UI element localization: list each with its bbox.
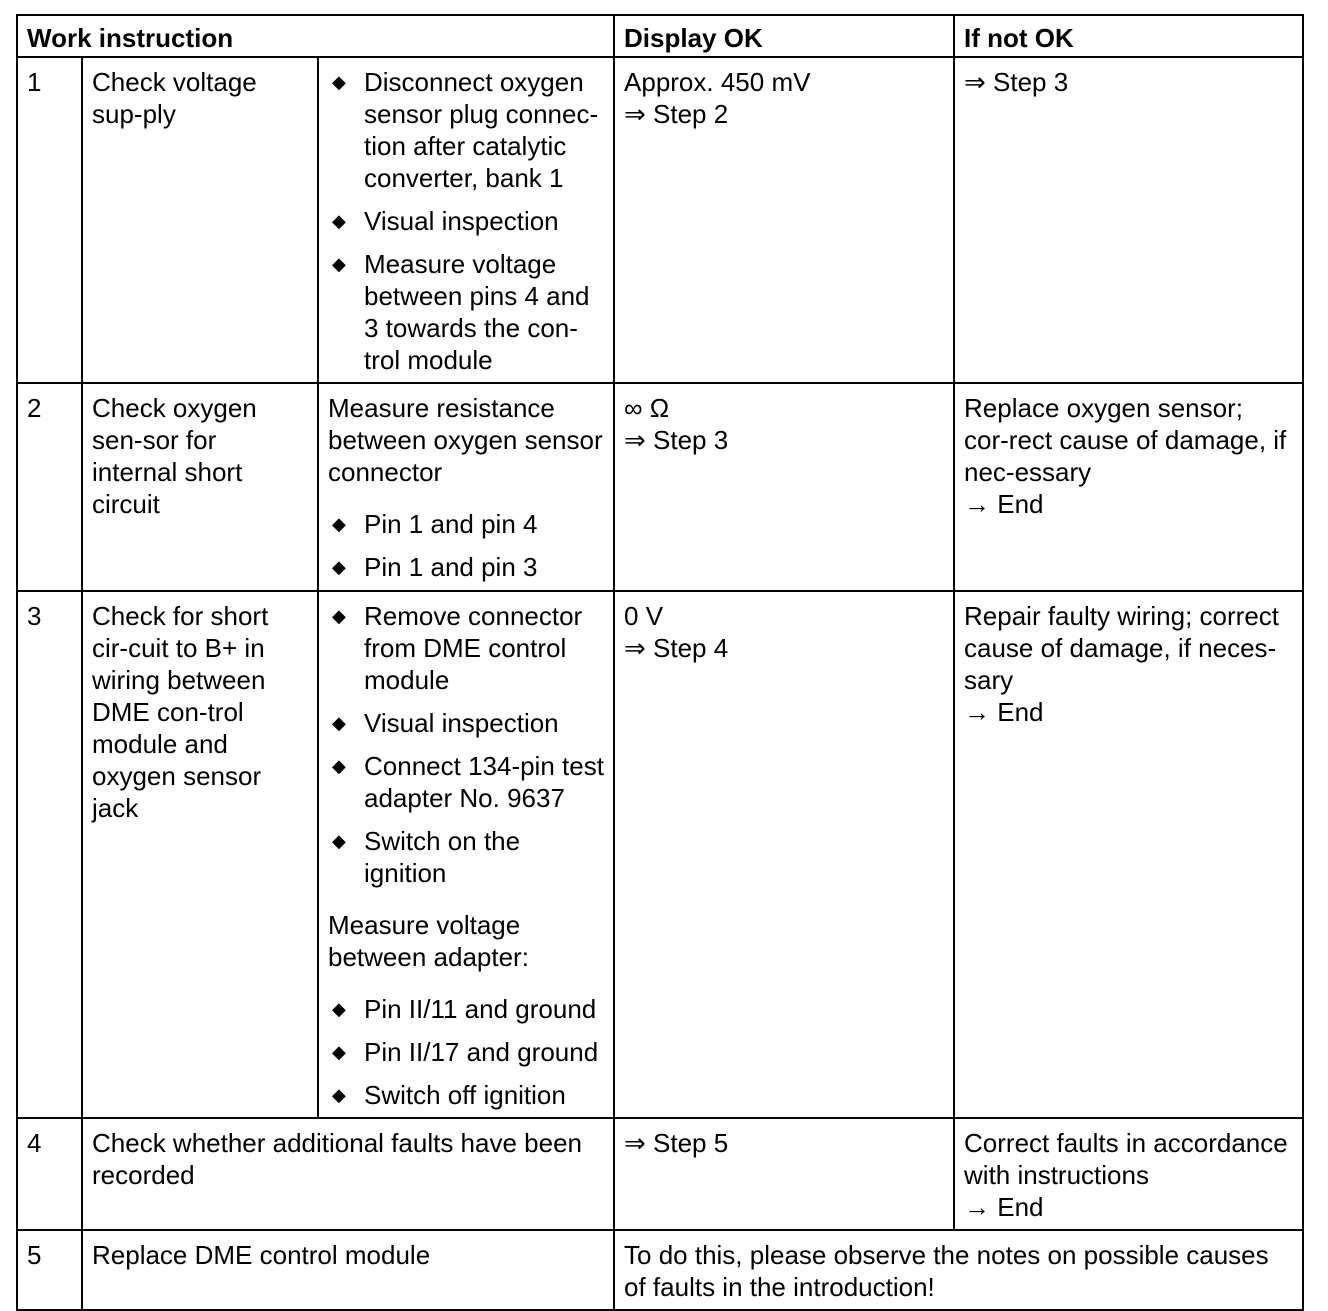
diamond-bullet-icon: ◆ <box>332 756 346 776</box>
step-number: 1 <box>17 57 82 383</box>
list-item <box>328 66 604 194</box>
bullet-text: Pin II/17 and ground <box>364 1037 599 1067</box>
work-instruction-table <box>16 14 1304 1311</box>
list-item <box>328 1079 604 1111</box>
list-item <box>328 508 604 540</box>
bullet-text: Pin II/11 and ground <box>364 994 597 1024</box>
diamond-bullet-icon: ◆ <box>332 72 346 92</box>
table-header-row <box>17 15 1303 57</box>
next-step: → End <box>964 1192 1044 1222</box>
bullet-text: Switch off ignition <box>364 1080 566 1110</box>
list-item <box>328 551 604 583</box>
if-not-ok-cell <box>954 591 1303 1118</box>
action-intro: Measure resistance between oxygen sensor connector <box>328 393 603 487</box>
display-ok-value: ∞ Ω <box>624 393 670 423</box>
step-number: 4 <box>17 1118 82 1230</box>
list-item <box>328 750 604 814</box>
table-row <box>17 1230 1303 1310</box>
display-ok-cell <box>614 591 954 1118</box>
bullet-text: Connect 134-pin test adapter No. 9637 <box>364 751 604 813</box>
next-step: ⇒ Step 3 <box>964 67 1069 97</box>
step-title: Check for short cir-cuit to B+ in wiring between DME con-trol module and oxygen sensor jack <box>82 591 318 1118</box>
diamond-bullet-icon: ◆ <box>332 514 346 534</box>
step-note: To do this, please observe the notes on possible causes of faults in the introduction! <box>614 1230 1303 1310</box>
if-not-ok-cell <box>954 57 1303 383</box>
table-row <box>17 383 1303 591</box>
table-row <box>17 57 1303 383</box>
diamond-bullet-icon: ◆ <box>332 254 346 274</box>
step-number: 3 <box>17 591 82 1118</box>
display-ok-value: 0 V <box>624 601 664 631</box>
bullet-text: Measure voltage between pins 4 and 3 towards the con-trol module <box>364 249 590 375</box>
next-step: ⇒ Step 3 <box>624 425 729 455</box>
header-display-ok: Display OK <box>614 15 954 57</box>
fault-action: Repair faulty wiring; correct cause of damage, if neces-sary <box>964 601 1280 695</box>
next-step: ⇒ Step 2 <box>624 99 729 129</box>
step-number: 2 <box>17 383 82 591</box>
step-number: 5 <box>17 1230 82 1310</box>
action-intro: Measure voltage between adapter: <box>328 910 529 972</box>
next-step: → End <box>964 697 1044 727</box>
diamond-bullet-icon: ◆ <box>332 1042 346 1062</box>
diamond-bullet-icon: ◆ <box>332 557 346 577</box>
step-actions <box>318 383 614 591</box>
list-item <box>328 248 604 376</box>
next-step: → End <box>964 489 1044 519</box>
step-title: Check voltage sup-ply <box>82 57 318 383</box>
next-step: ⇒ Step 4 <box>624 633 729 663</box>
step-title: Replace DME control module <box>82 1230 614 1310</box>
list-item <box>328 825 604 889</box>
list-item <box>328 707 604 739</box>
bullet-text: Pin 1 and pin 4 <box>364 509 538 539</box>
bullet-text: Remove connector from DME control module <box>364 601 583 695</box>
if-not-ok-cell <box>954 383 1303 591</box>
bullet-text: Switch on the ignition <box>364 826 521 888</box>
bullet-text: Visual inspection <box>364 206 559 236</box>
step-actions <box>318 57 614 383</box>
list-item <box>328 993 604 1025</box>
diamond-bullet-icon: ◆ <box>332 1085 346 1105</box>
bullet-text: Visual inspection <box>364 708 559 738</box>
list-item <box>328 205 604 237</box>
table-row <box>17 591 1303 1118</box>
fault-action: Correct faults in accordance with instructions <box>964 1128 1288 1190</box>
diamond-bullet-icon: ◆ <box>332 831 346 851</box>
step-title: Check oxygen sen-sor for internal short circuit <box>82 383 318 591</box>
if-not-ok-cell <box>954 1118 1303 1230</box>
display-ok-cell <box>614 57 954 383</box>
list-item <box>328 600 604 696</box>
header-if-not-ok: If not OK <box>954 15 1303 57</box>
step-title: Check whether additional faults have been recorded <box>82 1118 614 1230</box>
diamond-bullet-icon: ◆ <box>332 713 346 733</box>
step-actions <box>318 591 614 1118</box>
fault-action: Replace oxygen sensor; cor-rect cause of damage, if nec-essary <box>964 393 1287 487</box>
diamond-bullet-icon: ◆ <box>332 211 346 231</box>
list-item <box>328 1036 604 1068</box>
next-step: ⇒ Step 5 <box>624 1128 729 1158</box>
diamond-bullet-icon: ◆ <box>332 606 346 626</box>
display-ok-cell <box>614 1118 954 1230</box>
table-row <box>17 1118 1303 1230</box>
display-ok-cell <box>614 383 954 591</box>
diamond-bullet-icon: ◆ <box>332 999 346 1019</box>
display-ok-value: Approx. 450 mV <box>624 67 811 97</box>
header-work-instruction: Work instruction <box>17 15 614 57</box>
bullet-text: Pin 1 and pin 3 <box>364 552 538 582</box>
bullet-text: Disconnect oxygen sensor plug connec-tion after catalytic converter, bank 1 <box>364 67 599 193</box>
